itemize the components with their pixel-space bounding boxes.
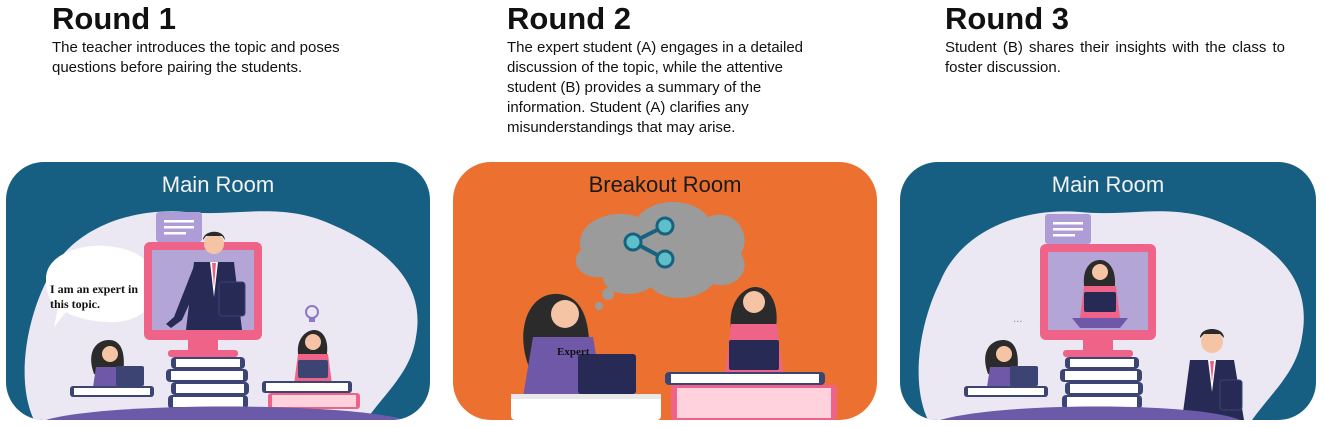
round-2-breakout-room-panel [453, 162, 877, 420]
round-1-description: The teacher introduces the topic and poses questions before pairing the students. [52, 39, 340, 76]
book-stack-center [1060, 357, 1143, 409]
round-3-title: Round 3 [945, 1, 1069, 36]
round-2-title: Round 2 [507, 1, 631, 36]
book-stack [665, 372, 837, 420]
round-2-description: The expert student (A) engages in a detailed discussion of the topic, while the attentive student (B) provides a summary of the information. Student (A) clarifies any misunderstandings that may arise. [507, 39, 804, 136]
round-3-description: Student (B) shares their insights with the class to foster discussion. [945, 39, 1285, 76]
speech-bubble-text: I am an expert in this topic. [50, 282, 138, 311]
round-2-illustration [453, 162, 877, 420]
svg-text:...: ... [1013, 314, 1023, 325]
round-3-main-room-panel [900, 162, 1316, 420]
round-1-room-label: Main Room [161, 172, 275, 197]
round-1-main-room-panel [6, 162, 430, 420]
round-1-title: Round 1 [52, 1, 176, 36]
round-3-room-label: Main Room [1051, 172, 1165, 197]
round-2-room-label: Breakout Room [588, 172, 742, 197]
book-stack-center [166, 357, 249, 409]
book-stack-right [262, 381, 360, 409]
thought-cloud [576, 202, 745, 298]
expert-badge-text: Expert [557, 346, 590, 358]
round-3-illustration [900, 162, 1316, 420]
